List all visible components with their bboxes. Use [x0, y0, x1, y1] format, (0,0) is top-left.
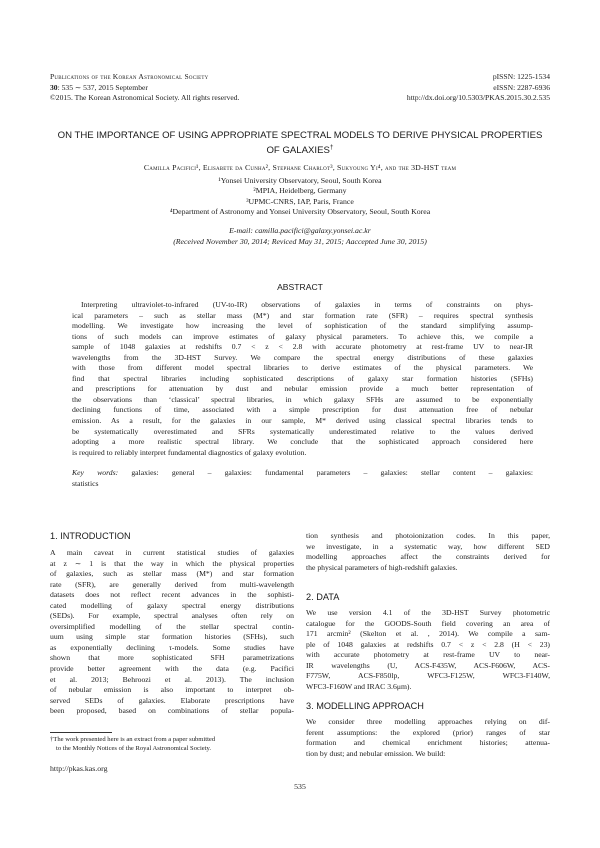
data-line: We use version 4.1 of the 3D-HST Survey photometric [306, 608, 550, 617]
data-line: ple of 1048 galaxies at redshifts 0.7 < z < 2.8 (H < 23) [306, 639, 550, 649]
abstract-line: emission. As a result, for the galaxies in our sample, M* derived using classical spectral libraries tends to [72, 416, 533, 426]
introduction-continued [306, 531, 550, 573]
intro-line: as exponentially declining τ-models. Some studies have [50, 642, 294, 652]
intro-line: of nebular emission is also important to interpret ob- [50, 685, 294, 695]
footnote-rule [50, 732, 112, 733]
abstract-line: and prescriptions for attenuation by dust and nebular emission provide a much better representation of [72, 384, 533, 394]
modelling-body [306, 717, 550, 759]
title-dagger: † [329, 144, 334, 151]
abstract-line: modelling. We investigate how increasing the level of sophistication of the standard simplifying assump- [72, 321, 533, 331]
pages-date: : 535 ∼ 537, 2015 September [57, 82, 148, 92]
footnote-line-2: to the Monthly Notices of the Royal Astronomical Society. [56, 744, 212, 752]
abstract-body [72, 300, 533, 458]
intro-line: the physical parameters of high-redshift galaxies. [306, 562, 458, 572]
abstract-line: declining functions of time, associated with a simple prescription for dust attenuation free of nebular [72, 405, 533, 415]
abstract-line: wavelengths from the 3D-HST Survey. We compare the spectral energy distributions of these galaxies [72, 352, 533, 362]
copyright-notice: ©2015. The Korean Astronomical Society. All rights reserved. [50, 93, 240, 103]
modelling-line: We consider three modelling approaches relying on dif- [306, 717, 550, 726]
abstract-line: find that spectral libraries including sophisticated descriptions of galaxy star formation histories (SFHs) [72, 373, 533, 383]
data-line: IR wavelengths (U, ACS-F435W, ACS-F606W, ACS- [306, 660, 550, 670]
journal-name: Publications of the Korean Astronomical Society [50, 72, 209, 81]
modelling-heading: 3. MODELLING APPROACH [306, 701, 424, 711]
footnote-line-1: †The work presented here is an extract from a paper submitted [50, 736, 216, 743]
data-line: WFC3-F160W and IRAC 3.6μm). [306, 681, 412, 691]
modelling-line: tion by dust; and nebular emission. We build: [306, 748, 446, 758]
intro-line: (SEDs). For example, spectral analyses often rely on [50, 611, 294, 621]
intro-line: tion synthesis and photoionization codes. In this paper, [306, 531, 550, 540]
paper-title [40, 130, 560, 157]
intro-line: at z ∼ 1 is that the way in which the physical properties [50, 558, 294, 568]
page-number: 535 [294, 782, 306, 791]
modelling-line: ferent assumptions: the explored (prior) ranges of star [306, 727, 550, 737]
keywords [72, 468, 533, 489]
title-line-2 [40, 142, 560, 157]
keywords-text-2: statistics [72, 478, 99, 488]
intro-line: A main caveat in current statistical studies of galaxies [50, 548, 294, 557]
intro-line: uum using simple star formation histories (SFHs), such [50, 632, 294, 642]
volume-number: 30 [50, 82, 58, 92]
abstract-line: sample of 1048 galaxies at redshifts 0.7 < z < 2.8 with accurate photometry at rest-frame UV to near-IR [72, 342, 533, 352]
doi-link[interactable]: http://dx.doi.org/10.5303/PKAS.2015.30.2.535 [406, 93, 550, 103]
keywords-label: Key words: [72, 468, 119, 477]
abstract-line: is required to reliably interpret fundamental diagnostics of galaxy evolution. [72, 447, 307, 457]
abstract-line: Interpreting ultraviolet-to-infrared (UV-to-IR) observations of galaxies in terms of constraints on phys- [81, 300, 533, 309]
running-header-right [407, 72, 550, 104]
title-line-1: ON THE IMPORTANCE OF USING APPROPRIATE SPECTRAL MODELS TO DERIVE PHYSICAL PROPERTIES [57, 130, 543, 141]
running-header-left [50, 72, 239, 104]
data-heading: 2. DATA [306, 592, 340, 602]
intro-line: shown that more sophisticated SFH parametrizations [50, 653, 294, 663]
intro-line: been proposed, based on combinations of stellar popula- [50, 706, 294, 716]
modelling-line: formation and chemical enrichment histories; attenua- [306, 738, 550, 748]
introduction-heading: 1. INTRODUCTION [50, 531, 131, 541]
abstract-line: tions of such models can improve estimates of galaxy physical parameters. To achieve this, we compile a [72, 331, 533, 341]
intro-line: et al. 2013; Behroozi et al. 2013). The inclusion [50, 674, 294, 684]
data-line: 171 arcmin² (Skelton et al. , 2014). We compile a sam- [306, 629, 550, 639]
affiliation-4: ⁴Department of Astronomy and Yonsei University Observatory, Seoul, South Korea [169, 207, 431, 217]
abstract-line: ical parameters – such as stellar mass (M*) and star formation rate (SFR) – requires spectral synthesis [72, 310, 533, 320]
contact-email[interactable]: E-mail: camilla.pacifici@galaxy.yonsei.ac.kr [229, 226, 371, 235]
abstract-line: with those from different model spectral libraries to derive estimates of the physical parameters. We [72, 363, 533, 373]
intro-line: datasets does not reflect recent advances in the sophisti- [50, 590, 294, 600]
abstract-line: adopting a more realistic spectral library. We conclude that the sophisticated approach considered here [72, 437, 533, 447]
abstract-line: the observations than ‘classical’ spectral libraries, in which galaxy SFHs are assumed to be exponentially [72, 394, 533, 404]
data-body [306, 608, 550, 692]
footnote [50, 736, 300, 753]
data-line: F775W, ACS-F850lp, WFC3-F125W, WFC3-F140W, [306, 671, 550, 681]
title-line-2-text: OF GALAXIES [266, 145, 330, 157]
affiliation-3: ³UPMC-CNRS, IAP, Paris, France [246, 196, 354, 206]
keywords-text-1: galaxies: general – galaxies: fundamental parameters – galaxies: stellar content – galaxies: [118, 468, 533, 477]
affiliations [40, 176, 560, 218]
pissn: pISSN: 1225-1534 [492, 72, 550, 81]
received-dates: (Received November 30, 2014; Reviced May 31, 2015; Aaccepted June 30, 2015) [173, 237, 427, 246]
intro-line: provide better agreement with the data (e.g. Pacifici [50, 664, 294, 674]
author-list: Camilla Pacifici¹, Elisabete da Cunha², Stephane Charlot³, Sukyoung Yi⁴, and the 3D-HST team [143, 163, 457, 172]
introduction-body [50, 548, 294, 717]
abstract-heading: ABSTRACT [277, 282, 323, 292]
intro-line: of galaxies, such as stellar mass (M*) and star formation [50, 569, 294, 579]
intro-line: we investigate, in a systematic way, how different SED [306, 541, 550, 551]
journal-url[interactable]: http://pkas.kas.org [50, 764, 108, 773]
intro-line: rate (SFR), are generally derived from multi-wavelength [50, 579, 294, 589]
data-line: catalogue for the GOODS-South field covering an area of [306, 618, 550, 628]
keywords-line-1 [72, 468, 533, 479]
data-line: with accurate photometry at rest-frame UV to near- [306, 650, 550, 660]
affiliation-1: ¹Yonsei University Observatory, Seoul, South Korea [218, 176, 382, 185]
abstract-line: be systematically overestimated and SFRs systematically underestimated relative to the values derived [72, 426, 533, 436]
intro-line: served SEDs of galaxies. Elaborate prescriptions have [50, 695, 294, 705]
intro-line: modelling approaches affect the constraints derived for [306, 552, 550, 562]
volume-info [50, 83, 239, 94]
eissn: eISSN: 2287-6936 [493, 82, 550, 92]
affiliation-2: ²MPIA, Heidelberg, Germany [253, 186, 347, 196]
intro-line: oversimplified modelling of the stellar spectral contin- [50, 621, 294, 631]
intro-line: cated modelling of galaxy spectral energy distributions [50, 600, 294, 610]
